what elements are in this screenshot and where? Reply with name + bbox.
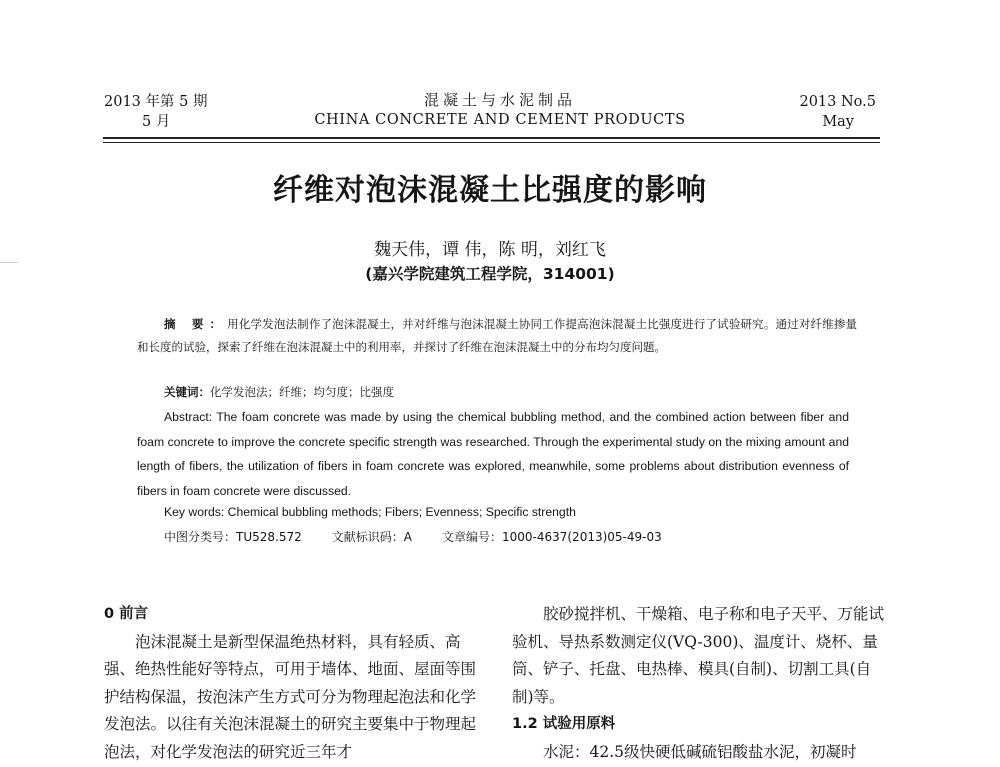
header-issue bbox=[104, 92, 207, 132]
article-title: 纤维对泡沫混凝土比强度的影响 bbox=[273, 173, 707, 208]
abstract-cn-label: 摘 要： bbox=[164, 317, 228, 331]
header-issue-en bbox=[799, 92, 876, 132]
preface-paragraph: 泡沫混凝土是新型保温绝热材料，具有轻质、高强、绝热性能好等特点，可用于墙体、地面、屋面等围护结构保温，按泡沫产生方式可分为物理起泡法和化学发泡法。以往有关泡沫混凝土的研究主要集中于物理起泡法，对化学发泡法的研究近三年才 bbox=[104, 632, 477, 761]
keywords-en: Key words: Chemical bubbling methods; Fibers; Evenness; Specific strength bbox=[164, 505, 576, 519]
header-journal bbox=[300, 90, 700, 130]
abstract-en bbox=[137, 405, 849, 503]
keywords-cn-text: 化学发泡法；纤维；均匀度；比强度 bbox=[210, 385, 394, 399]
article-affiliation: (嘉兴学院建筑工程学院，314001) bbox=[365, 265, 615, 283]
equipment-paragraph: 胶砂搅拌机、干燥箱、电子称和电子天平、万能试验机、导热系数测定仪(VQ-300)、温度计、烧杯、量筒、铲子、托盘、电热棒、模具(自制)、切割工具(自制)等。 bbox=[512, 605, 885, 706]
header-year-issue: 2013 年第 5 期 bbox=[104, 94, 208, 110]
header-rule-thin bbox=[103, 142, 880, 143]
journal-name-en: CHINA CONCRETE AND CEMENT PRODUCTS bbox=[314, 112, 686, 128]
article-authors: 魏天伟，谭 伟，陈 明，刘红飞 bbox=[374, 240, 606, 260]
header-month-en: May bbox=[822, 114, 854, 130]
header-month: 5 月 bbox=[142, 114, 171, 130]
classification-line bbox=[164, 528, 692, 545]
article-number: 文章编号：1000-4637(2013)05-49-03 bbox=[441, 530, 662, 544]
header-issue-no: 2013 No.5 bbox=[799, 94, 876, 110]
abstract-cn-text: 用化学发泡法制作了泡沫混凝土，并对纤维与泡沫混凝土协同工作提高泡沫混凝土比强度进行了试验研究。通过对纤维掺量和长度的试验，探索了纤维在泡沫混凝土中的利用率，并探讨了纤维在泡沫混凝土中的分布均匀度问题。 bbox=[137, 317, 857, 354]
section-heading-preface: 0 前言 bbox=[104, 606, 149, 622]
keywords-cn bbox=[164, 384, 394, 400]
abstract-cn bbox=[137, 313, 857, 359]
keywords-cn-label: 关键词： bbox=[164, 385, 210, 399]
section-heading-materials: 1.2 试验用原料 bbox=[512, 716, 616, 733]
materials-paragraph: 水泥：42.5级快硬低碱硫铝酸盐水泥，初凝时 bbox=[543, 742, 857, 761]
header-rule-thick bbox=[103, 137, 880, 139]
document-code: 文献标识码：A bbox=[331, 530, 412, 544]
clc-number: 中图分类号：TU528.572 bbox=[164, 530, 302, 544]
journal-name-cn: 混凝土与水泥制品 bbox=[423, 91, 576, 109]
scan-mark bbox=[0, 262, 18, 263]
abstract-en-text: Abstract: The foam concrete was made by using the chemical bubbling method, and the combined action between fiber and foam concrete to improve the concrete specific strength was researched. Through the experimental study on the mixing amount and length of fibers, the utilization of fibers in foam concrete was explored, meanwhile, some problems about distribution evenness of fibers in foam concrete were discussed. bbox=[137, 410, 849, 498]
